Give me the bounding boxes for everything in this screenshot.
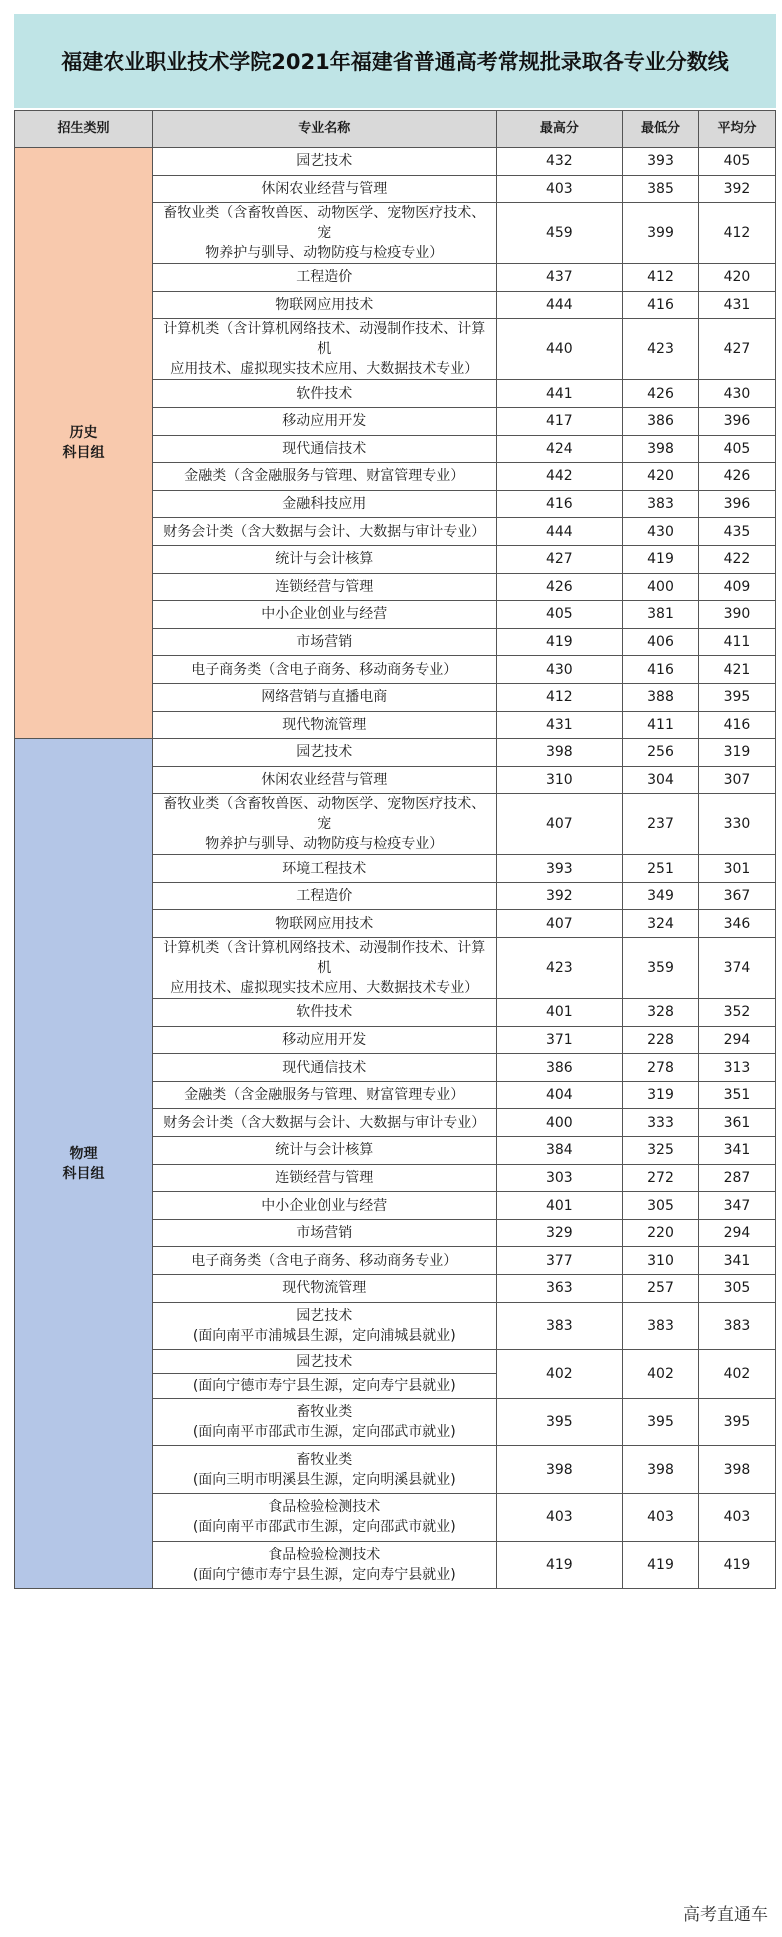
score-max: 426 xyxy=(496,573,622,601)
major-name xyxy=(152,794,496,855)
major-name xyxy=(152,1398,496,1446)
major-name-line: 中小企业创业与经营 xyxy=(261,1197,388,1214)
score-max: 424 xyxy=(496,435,622,463)
major-name xyxy=(152,573,496,601)
major-name-line: (面向三明市明溪县生源，定向明溪县就业) xyxy=(192,1471,456,1488)
score-min: 310 xyxy=(623,1247,699,1275)
major-name-line: 园艺技术 xyxy=(296,153,353,170)
major-name xyxy=(152,203,496,264)
score-avg: 330 xyxy=(698,794,775,855)
major-name-line: 计算机类（含计算机网络技术、动漫制作技术、计算机 xyxy=(163,321,486,358)
score-avg: 426 xyxy=(698,463,775,491)
major-name xyxy=(152,938,496,999)
major-name-line: 统计与会计核算 xyxy=(275,1142,374,1159)
major-name-line: 园艺技术 xyxy=(296,1307,353,1324)
table-body xyxy=(15,148,776,1589)
score-avg: 411 xyxy=(698,628,775,656)
score-max: 430 xyxy=(496,656,622,684)
major-name-line: (面向南平市浦城县生源，定向浦城县就业) xyxy=(192,1327,456,1344)
score-max: 371 xyxy=(496,1026,622,1054)
score-min: 278 xyxy=(623,1054,699,1082)
score-min: 411 xyxy=(623,711,699,739)
major-name-line: 软件技术 xyxy=(296,1004,353,1021)
major-name-line: 市场营销 xyxy=(296,1225,353,1242)
score-min: 388 xyxy=(623,683,699,711)
score-max: 395 xyxy=(496,1398,622,1446)
score-min: 426 xyxy=(623,380,699,408)
score-min: 395 xyxy=(623,1398,699,1446)
table-header-row xyxy=(15,111,776,148)
major-name xyxy=(152,264,496,292)
major-name-line: 物养护与驯导、动物防疫与检疫专业） xyxy=(205,245,444,262)
score-min: 406 xyxy=(623,628,699,656)
score-max: 329 xyxy=(496,1219,622,1247)
score-min: 237 xyxy=(623,794,699,855)
score-max: 441 xyxy=(496,380,622,408)
score-min: 324 xyxy=(623,910,699,938)
score-max: 402 xyxy=(496,1350,622,1399)
score-max: 401 xyxy=(496,1192,622,1220)
score-max: 363 xyxy=(496,1275,622,1303)
major-name-line: 财务会计类（含大数据与会计、大数据与审计专业） xyxy=(163,523,486,540)
score-avg: 409 xyxy=(698,573,775,601)
score-max: 442 xyxy=(496,463,622,491)
major-name-line: 园艺技术 xyxy=(296,744,353,761)
major-name xyxy=(152,545,496,573)
score-max: 401 xyxy=(496,999,622,1027)
score-avg: 430 xyxy=(698,380,775,408)
score-min: 325 xyxy=(623,1137,699,1165)
score-max: 393 xyxy=(496,855,622,883)
major-name: 园艺技术 xyxy=(152,1350,496,1374)
score-max: 444 xyxy=(496,518,622,546)
major-name xyxy=(152,319,496,380)
score-max: 403 xyxy=(496,175,622,203)
score-avg: 396 xyxy=(698,490,775,518)
major-name-line: 市场营销 xyxy=(296,634,353,651)
category-cell xyxy=(15,148,153,739)
header-category: 招生类别 xyxy=(15,111,153,148)
major-name xyxy=(152,407,496,435)
score-max: 417 xyxy=(496,407,622,435)
table-row xyxy=(15,148,776,176)
major-name-line: 金融类（含金融服务与管理、财富管理专业） xyxy=(184,1087,465,1104)
score-avg: 361 xyxy=(698,1109,775,1137)
score-avg: 346 xyxy=(698,910,775,938)
score-max: 416 xyxy=(496,490,622,518)
major-name-line: (面向南平市邵武市生源，定向邵武市就业) xyxy=(192,1424,456,1441)
major-name xyxy=(152,1026,496,1054)
score-avg: 421 xyxy=(698,656,775,684)
major-name-line: 休闲农业经营与管理 xyxy=(261,180,388,197)
score-min: 416 xyxy=(623,291,699,319)
score-min: 400 xyxy=(623,573,699,601)
score-avg: 403 xyxy=(698,1493,775,1541)
score-min: 383 xyxy=(623,490,699,518)
footer-watermark: 高考直通车 xyxy=(683,1905,768,1925)
major-name-line: 软件技术 xyxy=(296,385,353,402)
score-max: 412 xyxy=(496,683,622,711)
score-avg: 405 xyxy=(698,148,775,176)
score-avg: 313 xyxy=(698,1054,775,1082)
major-name-line: 物联网应用技术 xyxy=(275,297,374,314)
score-avg: 416 xyxy=(698,711,775,739)
header-major: 专业名称 xyxy=(152,111,496,148)
score-min: 393 xyxy=(623,148,699,176)
score-max: 423 xyxy=(496,938,622,999)
major-name-line: 应用技术、虚拟现实技术应用、大数据技术专业） xyxy=(170,361,479,378)
major-name xyxy=(152,518,496,546)
major-name-line: 工程造价 xyxy=(296,269,353,286)
score-max: 459 xyxy=(496,203,622,264)
score-min: 420 xyxy=(623,463,699,491)
score-min: 272 xyxy=(623,1164,699,1192)
score-max: 400 xyxy=(496,1109,622,1137)
table-row xyxy=(15,739,776,767)
major-name xyxy=(152,175,496,203)
major-name xyxy=(152,601,496,629)
score-max: 403 xyxy=(496,1493,622,1541)
score-max: 386 xyxy=(496,1054,622,1082)
major-name xyxy=(152,1081,496,1109)
score-avg: 405 xyxy=(698,435,775,463)
score-max: 419 xyxy=(496,1541,622,1589)
score-min: 385 xyxy=(623,175,699,203)
score-min: 349 xyxy=(623,882,699,910)
category-cell xyxy=(15,739,153,1589)
score-min: 251 xyxy=(623,855,699,883)
major-name-line: 休闲农业经营与管理 xyxy=(261,771,388,788)
score-min: 423 xyxy=(623,319,699,380)
major-name xyxy=(152,1137,496,1165)
score-max: 383 xyxy=(496,1302,622,1350)
score-max: 398 xyxy=(496,1446,622,1494)
score-avg: 422 xyxy=(698,545,775,573)
major-name xyxy=(152,1275,496,1303)
score-avg: 367 xyxy=(698,882,775,910)
score-max: 392 xyxy=(496,882,622,910)
score-avg: 395 xyxy=(698,683,775,711)
score-min: 416 xyxy=(623,656,699,684)
header-min: 最低分 xyxy=(623,111,699,148)
score-avg: 294 xyxy=(698,1026,775,1054)
score-avg: 374 xyxy=(698,938,775,999)
score-avg: 427 xyxy=(698,319,775,380)
major-name xyxy=(152,766,496,794)
score-avg: 383 xyxy=(698,1302,775,1350)
score-min: 257 xyxy=(623,1275,699,1303)
major-name: (面向宁德市寿宁县生源，定向寿宁县就业) xyxy=(152,1374,496,1398)
score-min: 386 xyxy=(623,407,699,435)
major-name xyxy=(152,490,496,518)
major-name-line: 现代通信技术 xyxy=(282,1059,367,1076)
major-name xyxy=(152,1164,496,1192)
header-avg: 平均分 xyxy=(698,111,775,148)
score-min: 399 xyxy=(623,203,699,264)
score-max: 437 xyxy=(496,264,622,292)
score-min: 398 xyxy=(623,1446,699,1494)
score-avg: 351 xyxy=(698,1081,775,1109)
score-avg: 396 xyxy=(698,407,775,435)
score-max: 427 xyxy=(496,545,622,573)
category-sublabel: 科目组 xyxy=(62,445,105,462)
major-name-line: 畜牧业类 xyxy=(296,1404,353,1421)
score-max: 432 xyxy=(496,148,622,176)
major-name-line: 统计与会计核算 xyxy=(275,551,374,568)
score-max: 407 xyxy=(496,910,622,938)
score-avg: 352 xyxy=(698,999,775,1027)
major-name-line: 食品检验检测技术 xyxy=(268,1546,381,1563)
page-title: 福建农业职业技术学院2021年福建省普通高考常规批录取各专业分数线 xyxy=(14,14,776,108)
major-name-line: 食品检验检测技术 xyxy=(268,1499,381,1516)
score-avg: 395 xyxy=(698,1398,775,1446)
major-name-line: 现代物流管理 xyxy=(282,716,367,733)
major-name-line: 工程造价 xyxy=(296,888,353,905)
major-name xyxy=(152,380,496,408)
score-max: 310 xyxy=(496,766,622,794)
score-avg: 412 xyxy=(698,203,775,264)
score-min: 256 xyxy=(623,739,699,767)
major-name xyxy=(152,683,496,711)
score-min: 383 xyxy=(623,1302,699,1350)
major-name-line: 电子商务类（含电子商务、移动商务专业） xyxy=(191,661,458,678)
score-avg: 301 xyxy=(698,855,775,883)
major-name xyxy=(152,463,496,491)
score-avg: 305 xyxy=(698,1275,775,1303)
score-avg: 420 xyxy=(698,264,775,292)
score-min: 419 xyxy=(623,1541,699,1589)
major-name-line: 计算机类（含计算机网络技术、动漫制作技术、计算机 xyxy=(163,940,486,977)
score-min: 319 xyxy=(623,1081,699,1109)
score-avg: 419 xyxy=(698,1541,775,1589)
major-name-line: 中小企业创业与经营 xyxy=(261,606,388,623)
score-min: 412 xyxy=(623,264,699,292)
major-name xyxy=(152,1109,496,1137)
category-label: 历史 xyxy=(69,425,98,442)
major-name xyxy=(152,711,496,739)
category-label: 物理 xyxy=(69,1145,98,1162)
score-min: 305 xyxy=(623,1192,699,1220)
major-name-line: 移动应用开发 xyxy=(282,1031,367,1048)
major-name xyxy=(152,1054,496,1082)
major-name xyxy=(152,435,496,463)
major-name-line: 畜牧业类 xyxy=(296,1451,353,1468)
score-max: 431 xyxy=(496,711,622,739)
major-name xyxy=(152,1493,496,1541)
score-min: 333 xyxy=(623,1109,699,1137)
major-name xyxy=(152,739,496,767)
major-name-line: 现代物流管理 xyxy=(282,1280,367,1297)
score-max: 440 xyxy=(496,319,622,380)
major-name-line: 财务会计类（含大数据与会计、大数据与审计专业） xyxy=(163,1114,486,1131)
score-avg: 341 xyxy=(698,1137,775,1165)
major-name xyxy=(152,656,496,684)
score-avg: 392 xyxy=(698,175,775,203)
major-name-line: (面向宁德市寿宁县生源，定向寿宁县就业) xyxy=(192,1566,456,1583)
score-avg: 431 xyxy=(698,291,775,319)
major-name xyxy=(152,910,496,938)
score-max: 444 xyxy=(496,291,622,319)
score-avg: 341 xyxy=(698,1247,775,1275)
score-min: 228 xyxy=(623,1026,699,1054)
score-min: 220 xyxy=(623,1219,699,1247)
major-name-line: 连锁经营与管理 xyxy=(275,578,374,595)
major-name xyxy=(152,882,496,910)
major-name xyxy=(152,1219,496,1247)
score-avg: 319 xyxy=(698,739,775,767)
score-avg: 402 xyxy=(698,1350,775,1399)
score-min: 328 xyxy=(623,999,699,1027)
score-avg: 294 xyxy=(698,1219,775,1247)
major-name-line: 畜牧业类（含畜牧兽医、动物医学、宠物医疗技术、宠 xyxy=(163,205,486,242)
score-min: 430 xyxy=(623,518,699,546)
score-max: 384 xyxy=(496,1137,622,1165)
major-name-line: 物联网应用技术 xyxy=(275,915,374,932)
major-name-line: 电子商务类（含电子商务、移动商务专业） xyxy=(191,1252,458,1269)
major-name-line: 连锁经营与管理 xyxy=(275,1169,374,1186)
score-avg: 435 xyxy=(698,518,775,546)
score-max: 419 xyxy=(496,628,622,656)
category-sublabel: 科目组 xyxy=(62,1165,105,1182)
score-min: 403 xyxy=(623,1493,699,1541)
score-max: 405 xyxy=(496,601,622,629)
score-min: 381 xyxy=(623,601,699,629)
score-table xyxy=(14,110,776,1589)
score-avg: 390 xyxy=(698,601,775,629)
score-max: 404 xyxy=(496,1081,622,1109)
major-name-line: 现代通信技术 xyxy=(282,440,367,457)
major-name-line: 金融科技应用 xyxy=(282,496,367,513)
score-min: 402 xyxy=(623,1350,699,1399)
major-name-line: 畜牧业类（含畜牧兽医、动物医学、宠物医疗技术、宠 xyxy=(163,796,486,833)
score-avg: 347 xyxy=(698,1192,775,1220)
major-name-line: 应用技术、虚拟现实技术应用、大数据技术专业） xyxy=(170,980,479,997)
major-name-line: (面向南平市邵武市生源，定向邵武市就业) xyxy=(192,1519,456,1536)
major-name xyxy=(152,1302,496,1350)
major-name xyxy=(152,1446,496,1494)
score-min: 304 xyxy=(623,766,699,794)
header-max: 最高分 xyxy=(496,111,622,148)
major-name xyxy=(152,148,496,176)
major-name xyxy=(152,628,496,656)
score-min: 398 xyxy=(623,435,699,463)
major-name xyxy=(152,291,496,319)
score-avg: 287 xyxy=(698,1164,775,1192)
score-min: 359 xyxy=(623,938,699,999)
score-max: 377 xyxy=(496,1247,622,1275)
major-name-line: 网络营销与直播电商 xyxy=(261,689,388,706)
score-max: 398 xyxy=(496,739,622,767)
score-avg: 398 xyxy=(698,1446,775,1494)
major-name xyxy=(152,1541,496,1589)
major-name xyxy=(152,1192,496,1220)
score-avg: 307 xyxy=(698,766,775,794)
major-name-line: 移动应用开发 xyxy=(282,413,367,430)
score-max: 303 xyxy=(496,1164,622,1192)
score-max: 407 xyxy=(496,794,622,855)
major-name-line: 物养护与驯导、动物防疫与检疫专业） xyxy=(205,836,444,853)
major-name xyxy=(152,999,496,1027)
major-name xyxy=(152,855,496,883)
major-name xyxy=(152,1247,496,1275)
major-name-line: 金融类（含金融服务与管理、财富管理专业） xyxy=(184,468,465,485)
score-min: 419 xyxy=(623,545,699,573)
major-name-line: 环境工程技术 xyxy=(282,860,367,877)
